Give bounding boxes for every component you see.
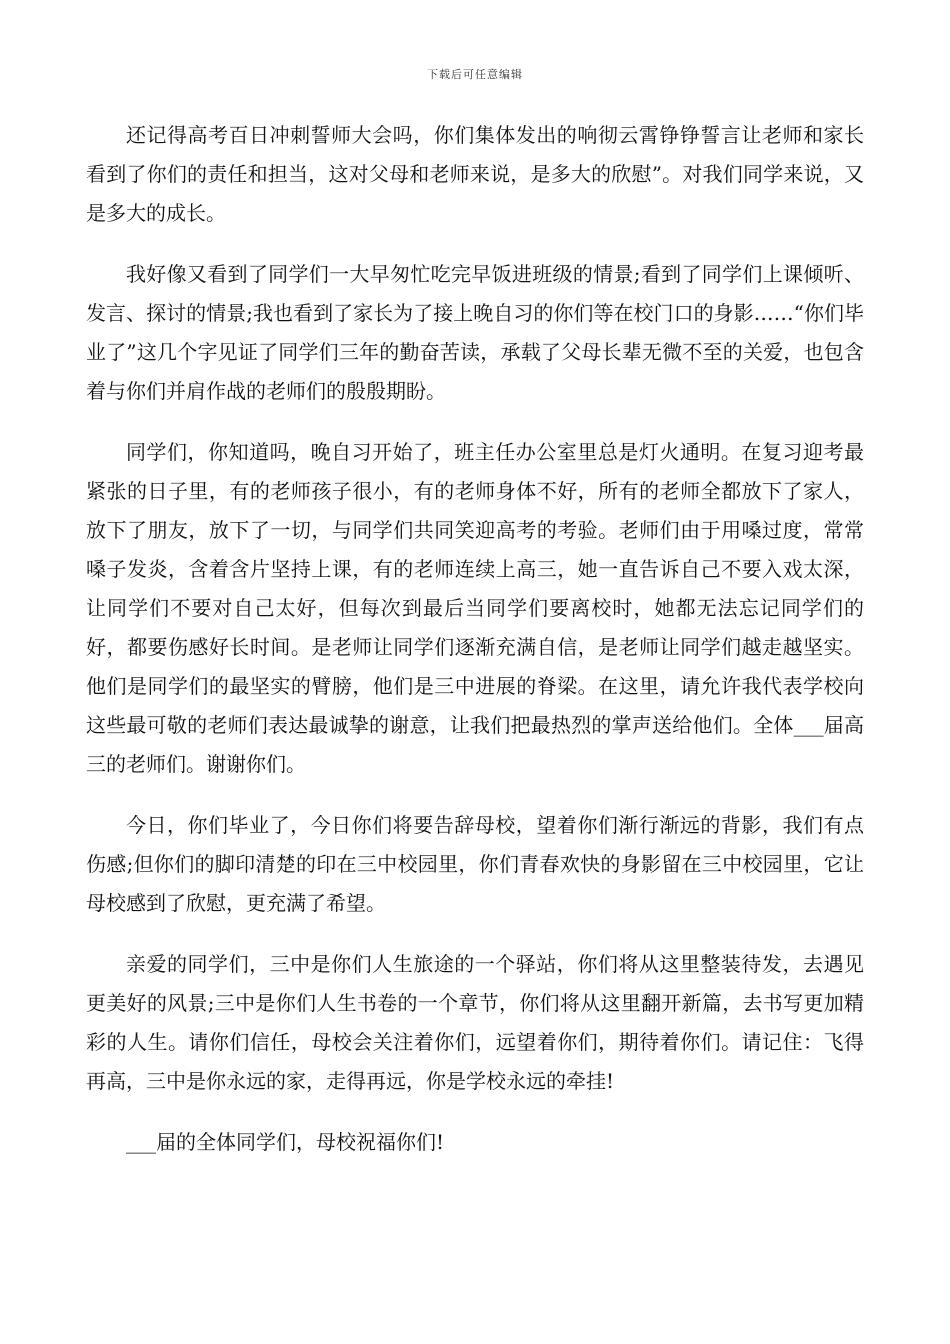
paragraph-4: 今日，你们毕业了，今日你们将要告辞母校，望着你们渐行渐远的背影，我们有点伤感;但你们的脚印清楚的印在三中校园里，你们青春欢快的身影留在三中校园里，它让母校感到了欣慰，更充满了希望。 (86, 813, 864, 915)
paragraph-1: 还记得高考百日冲刺誓师大会吗，你们集体发出的响彻云霄铮铮誓言让老师和家长看到了你们的责任和担当，这对父母和老师来说，是多大的欣慰”。对我们同学来说，又是多大的成长。 (86, 123, 864, 225)
paragraph-6: ___届的全体同学们，母校祝福你们! (126, 1130, 445, 1154)
paragraph-2: 我好像又看到了同学们一大早匆忙吃完早饭进班级的情景;看到了同学们上课倾听、发言、探讨的情景;我也看到了家长为了接上晚自习的你们等在校门口的身影……“你们毕业了”这几个字见证了同学们三年的勤奋苦读，承载了父母长辈无微不至的关爱，也包含着与你们并肩作战的老师们的殷殷期盼。 (86, 262, 864, 403)
paragraph-3: 同学们，你知道吗，晚自习开始了，班主任办公室里总是灯火通明。在复习迎考最紧张的日子里，有的老师孩子很小，有的老师身体不好，所有的老师全都放下了家人，放下了朋友，放下了一切，与同学们共同笑迎高考的考验。老师们由于用嗓过度，常常嗓子发炎，含着含片坚持上课，有的老师连续上高三，她一直告诉自己不要入戏太深，让同学们不要对自己太好，但每次到最后当同学们要离校时，她都无法忘记同学们的好，都要伤感好长时间。是老师让同学们逐渐充满自信，是老师让同学们越走越坚实。他们是同学们的最坚实的臂膀，他们是三中进展的脊梁。在这里，请允许我代表学校向这些最可敬的老师们表达最诚挚的谢意，让我们把最热烈的掌声送给他们。全体___届高三的老师们。谢谢你们。 (86, 440, 864, 776)
page-header: 下载后可任意编辑 (427, 68, 523, 81)
paragraph-5: 亲爱的同学们，三中是你们人生旅途的一个驿站，你们将从这里整装待发，去遇见更美好的风景;三中是你们人生书卷的一个章节，你们将从这里翻开新篇，去书写更加精彩的人生。请你们信任，母校会关注着你们，远望着你们，期待着你们。请记住：飞得再高，三中是你永远的家，走得再远，你是学校永远的牵挂! (86, 952, 864, 1093)
document-body (86, 116, 864, 1184)
